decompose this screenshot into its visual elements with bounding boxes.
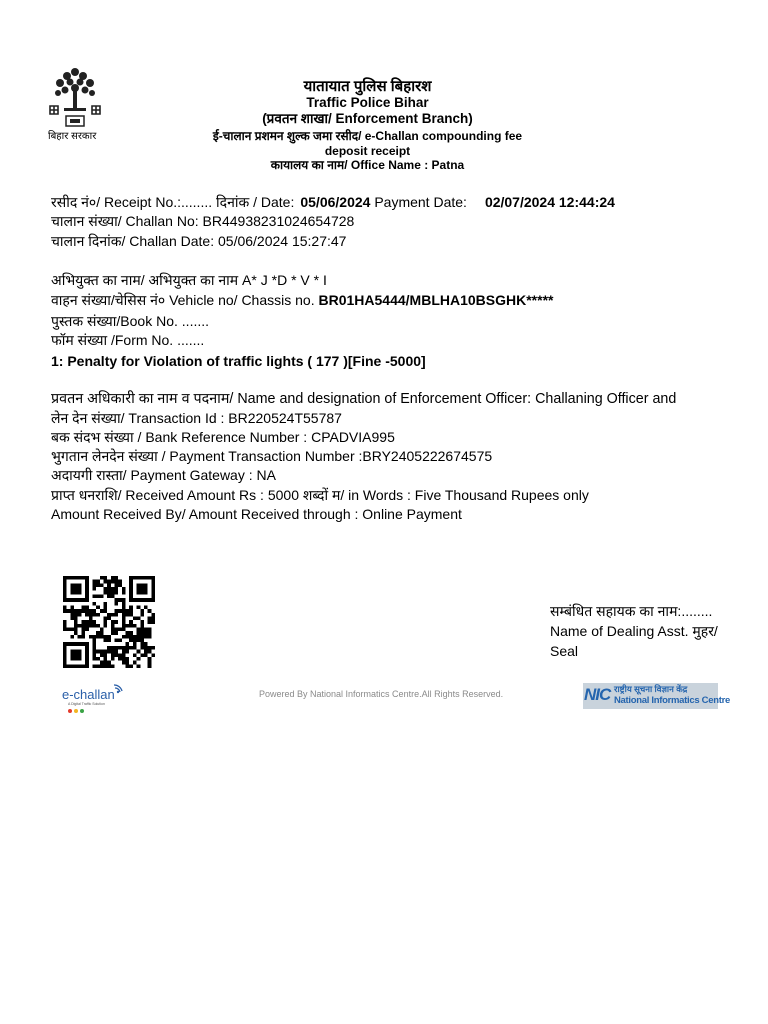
nic-english-name: National Informatics Centre: [614, 695, 730, 706]
book-no: पुस्तक संख्या/Book No. .......: [51, 313, 210, 329]
title-hindi: यातायात पुलिस बिहारश: [303, 78, 432, 95]
qr-code: [60, 576, 158, 668]
nic-hindi-name: राष्ट्रीय सूचना विज्ञान केंद्र: [614, 684, 688, 694]
accused-name: अभियुक्त का नाम/ अभियुक्त का नाम A* J *D * V * I: [51, 272, 327, 288]
receipt-date: 05/06/2024: [300, 194, 371, 210]
emblem-caption: बिहार सरकार: [48, 131, 97, 142]
branch-name: (प्रवतन शाखा/ Enforcement Branch): [262, 111, 473, 127]
dealing-asst-line1: सम्बंधित सहायक का नाम:........: [550, 603, 713, 619]
challan-date: चालान दिनांक/ Challan Date: 05/06/2024 15:27:47: [51, 233, 347, 249]
payment-transaction-number: भुगतान लेनदेन संख्या / Payment Transaction Number :BRY2405222674575: [51, 448, 493, 464]
received-amount: प्राप्त धनराशि/ Received Amount Rs : 5000 शब्दों म/ in Words : Five Thousand Rupees only: [51, 487, 589, 503]
echallan-logo: [62, 681, 132, 715]
receipt-type: ई-चालान प्रशमन शुल्क जमा रसीद/ e-Challan compounding fee: [212, 129, 523, 144]
nic-logo-mark: NIC: [584, 685, 611, 704]
receipt-type-cont: deposit receipt: [324, 143, 411, 158]
document-header: [175, 78, 560, 173]
transaction-id: लेन देन संख्या/ Transaction Id : BR220524T55787: [51, 410, 342, 426]
vehicle-line: [51, 291, 553, 309]
title-english: Traffic Police Bihar: [306, 95, 429, 110]
payment-gateway: अदायगी रास्ता/ Payment Gateway : NA: [51, 467, 276, 483]
challan-no: चालान संख्या/ Challan No: BR44938231024654728: [51, 213, 355, 229]
officer-line: प्रवतन अधिकारी का नाम व पदनाम/ Name and designation of Enforcement Officer: Challaning Officer and: [51, 391, 677, 407]
powered-by-text: Powered By National Informatics Centre.All Rights Reserved.: [259, 689, 504, 699]
payment-date: 02/07/2024 12:44:24: [484, 194, 615, 210]
dealing-asst-line3: Seal: [550, 643, 579, 659]
bank-reference: बक संदभ संख्या / Bank Reference Number : CPADVIA995: [51, 429, 395, 445]
received-by: Amount Received By/ Amount Received through : Online Payment: [51, 506, 462, 522]
vehicle-value: BR01HA5444/MBLHA10BSGHK*****: [318, 292, 554, 308]
receipt-line: [51, 193, 615, 211]
payment-date-label: Payment Date:: [374, 194, 467, 210]
echallan-logo-text: e-challan: [62, 687, 115, 702]
office-name: कायालय का नाम/ Office Name : Patna: [270, 158, 465, 173]
vehicle-label: वाहन संख्या/चेसिस नं० Vehicle no/ Chassis no.: [51, 292, 315, 308]
penalty-line: 1: Penalty for Violation of traffic lights ( 177 )[Fine -5000]: [51, 353, 426, 369]
dealing-asst-line2: Name of Dealing Asst. मुहर/: [550, 623, 718, 639]
receipt-no-label: रसीद नं०/ Receipt No.:........ दिनांक / Date:: [51, 194, 295, 210]
echallan-tagline: A Digital Traffic Solution: [68, 702, 105, 706]
form-no: फॉम संख्या /Form No. .......: [51, 332, 205, 348]
nic-logo: [583, 683, 730, 709]
